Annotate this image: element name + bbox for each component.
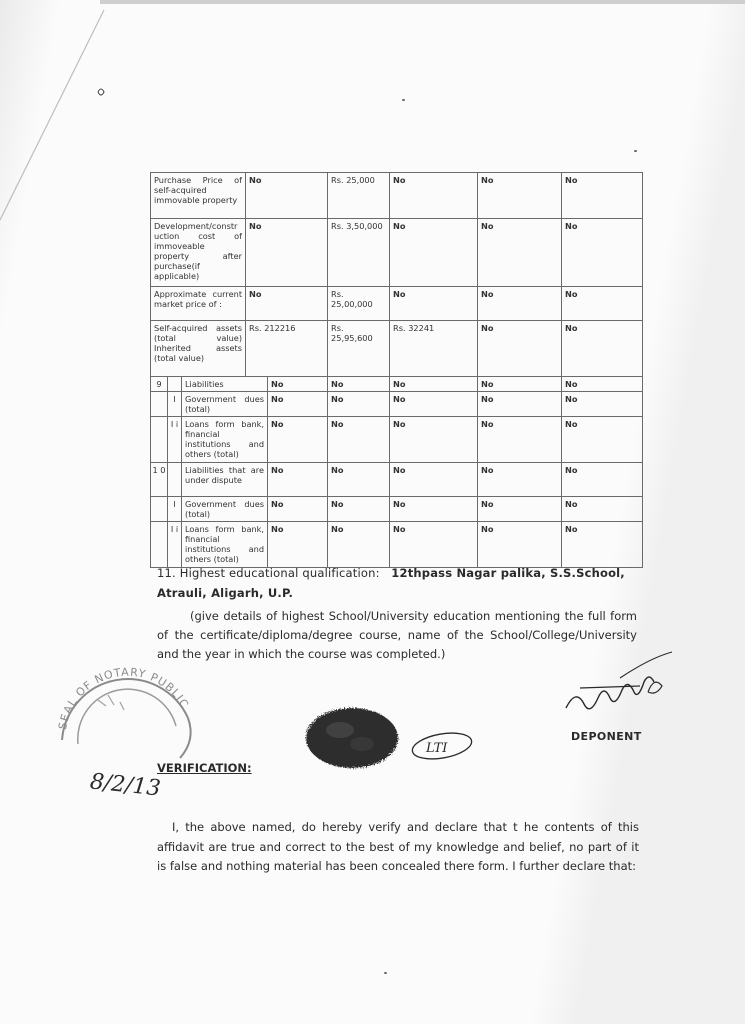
date-text: 8/2/13 (88, 769, 162, 802)
cell-value: No (562, 522, 643, 568)
cell-value: No (268, 417, 328, 463)
cell-value: Rs. 32241 (390, 321, 478, 377)
table-row (151, 219, 643, 287)
row-label: Liabilities that are under dispute (182, 463, 268, 497)
scan-top-edge (100, 0, 745, 4)
question-answer: 12thpass Nagar palika, S.S.School, Atrauli, Aligarh, U.P. (157, 566, 625, 600)
table-row (151, 321, 643, 377)
cell-value: No (246, 173, 328, 219)
education-qualification (157, 563, 647, 603)
table-row (151, 173, 643, 219)
cell-value: No (562, 173, 643, 219)
cell-value: No (246, 219, 328, 287)
scan-speck (634, 150, 637, 152)
cell-value: No (390, 287, 478, 321)
scan-speck (402, 99, 405, 101)
cell-value: No (268, 497, 328, 522)
cell-value: No (478, 522, 562, 568)
row-number: 9 (151, 377, 168, 392)
cell-value: No (562, 287, 643, 321)
cell-value: Rs. 25,00,000 (328, 287, 390, 321)
svg-text:SEAL OF NOTARY PUBLIC (56, 666, 191, 731)
row-subnumber (168, 377, 182, 392)
cell-value: No (478, 173, 562, 219)
row-label: Self-acquired assets (total value) Inherited assets (total value) (151, 321, 246, 377)
cell-value: No (562, 321, 643, 377)
row-label: Purchase Price of self-acquired immovable property (151, 173, 246, 219)
cell-value: No (328, 417, 390, 463)
row-subnumber: I i (168, 522, 182, 568)
cell-value: No (478, 497, 562, 522)
table-row (151, 392, 643, 417)
cell-value: No (390, 219, 478, 287)
row-label: Approximate current market price of : (151, 287, 246, 321)
row-label: Loans form bank, financial institutions and others (total) (182, 417, 268, 463)
row-label: Government dues (total) (182, 392, 268, 417)
verification-text: I, the above named, do hereby verify and declare that t he contents of this affidavit are true and correct to the best of my knowledge and belief, no part of it is false and nothing material has been concealed there form. I further declare that: (157, 820, 639, 873)
cell-value: No (478, 321, 562, 377)
cell-value: No (390, 377, 478, 392)
cell-value: No (328, 522, 390, 568)
thumb-impression (300, 700, 410, 780)
cell-value: No (562, 219, 643, 287)
row-number (151, 497, 168, 522)
row-number (151, 392, 168, 417)
table-row (151, 287, 643, 321)
row-subnumber: I (168, 497, 182, 522)
cell-value: No (268, 392, 328, 417)
notary-seal-stamp (48, 640, 198, 760)
table-row (151, 522, 643, 568)
lti-text: LTI (426, 741, 448, 756)
deponent-signature (560, 648, 680, 728)
row-subnumber: I (168, 392, 182, 417)
table-row (151, 377, 643, 392)
cell-value: No (390, 417, 478, 463)
cell-value: No (562, 417, 643, 463)
lti-mark (408, 728, 478, 764)
page-fold-edge (0, 0, 110, 1024)
cell-value: No (390, 497, 478, 522)
cell-value: Rs. 25,000 (328, 173, 390, 219)
row-subnumber: I i (168, 417, 182, 463)
cell-value: Rs. 212216 (246, 321, 328, 377)
row-label: Government dues (total) (182, 497, 268, 522)
row-number (151, 522, 168, 568)
cell-value: Rs. 3,50,000 (328, 219, 390, 287)
seal-text: SEAL OF NOTARY PUBLIC (56, 665, 192, 731)
table-row (151, 417, 643, 463)
cell-value: No (268, 522, 328, 568)
cell-value: No (562, 392, 643, 417)
verification-heading: VERIFICATION: (157, 761, 252, 775)
cell-value: No (390, 392, 478, 417)
row-label: Liabilities (182, 377, 268, 392)
cell-value: Rs. 25,95,600 (328, 321, 390, 377)
cell-value: No (562, 463, 643, 497)
cell-value: No (390, 173, 478, 219)
cell-value: No (562, 497, 643, 522)
row-label: Loans form bank, financial institutions and others (total) (182, 522, 268, 568)
cell-value: No (478, 392, 562, 417)
cell-value: No (390, 522, 478, 568)
cell-value: No (478, 463, 562, 497)
row-subnumber (168, 463, 182, 497)
row-number: 1 0 (151, 463, 168, 497)
cell-value: No (328, 392, 390, 417)
row-number (151, 417, 168, 463)
cell-value: No (562, 377, 643, 392)
table-row (151, 463, 643, 497)
question-label: 11. Highest educational qualification: (157, 566, 380, 580)
cell-value: No (328, 463, 390, 497)
cell-value: No (268, 463, 328, 497)
deponent-label: DEPONENT (571, 730, 642, 743)
cell-value: No (478, 417, 562, 463)
cell-value: No (328, 377, 390, 392)
assets-liabilities-table (150, 172, 643, 568)
cell-value: No (268, 377, 328, 392)
cell-value: No (478, 377, 562, 392)
row-label: Development/construction cost of immoveable property after purchase(if applicable) (151, 219, 246, 287)
cell-value: No (390, 463, 478, 497)
cell-value: No (478, 287, 562, 321)
cell-value: No (328, 497, 390, 522)
cell-value: No (246, 287, 328, 321)
scan-speck (384, 972, 387, 974)
cell-value: No (478, 219, 562, 287)
table-row (151, 497, 643, 522)
qualification-note: (give details of highest School/University education mentioning the full form of the certificate/diploma/degree course, name of the School/College/University and the year in which the course was completed.) (157, 609, 637, 661)
